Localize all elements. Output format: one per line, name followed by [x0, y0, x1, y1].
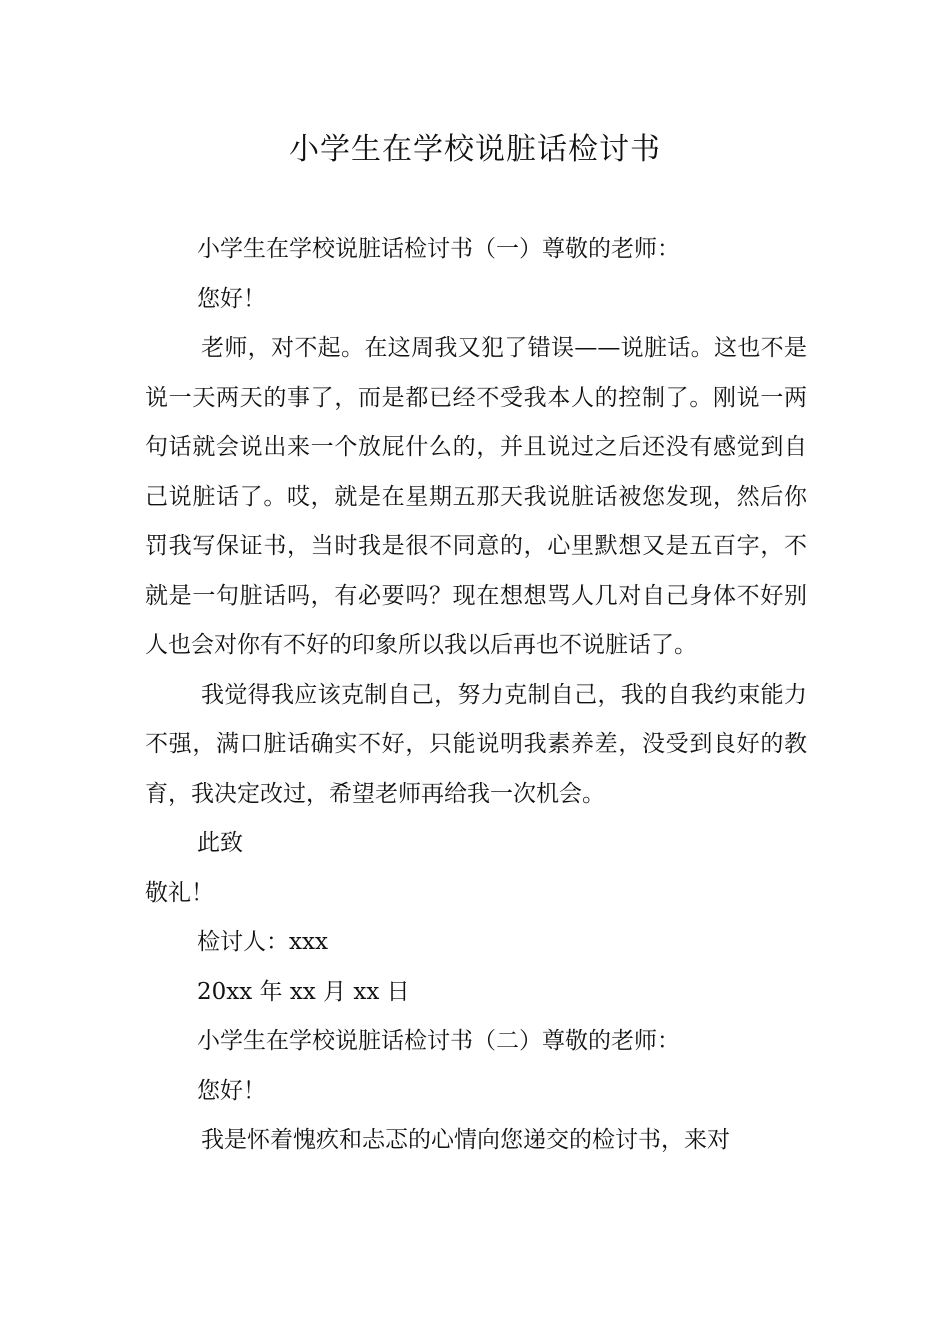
- paragraph-resolution: 我觉得我应该克制自己，努力克制自己，我的自我约束能力不强，满口脏话确实不好，只能说明我素养差，没受到良好的教育，我决定改过，希望老师再给我一次机会。: [145, 681, 807, 807]
- document-body: [145, 225, 807, 1166]
- paragraph-apology: 老师，对不起。在这周我又犯了错误——说脏话。这也不是说一天两天的事了，而是都已经不受我本人的控制了。刚说一两句话就会说出来一个放屁什么的，并且说过之后还没有感觉到自己说脏话了。哎，就是在星期五那天我说脏话被您发现，然后你罚我写保证书，当时我是很不同意的，心里默想又是五百字，不就是一句脏话吗，有必要吗？现在想想骂人几对自己身体不好别人也会对你有不好的印象所以我以后再也不说脏话了。: [145, 335, 807, 658]
- section-heading-1: 小学生在学校说脏话检讨书（一）尊敬的老师：: [197, 236, 680, 262]
- greeting-2: 您好！: [197, 1077, 266, 1104]
- document-title: 小学生在学校说脏话检讨书: [289, 132, 661, 167]
- paragraph-second-letter-start: 我是怀着愧疚和忐忑的心情向您递交的检讨书，来对: [201, 1127, 730, 1153]
- closing-jingli: 敬礼！: [145, 879, 214, 906]
- greeting-1: 您好！: [197, 285, 266, 312]
- signature-name: 检讨人：xxx: [197, 929, 328, 955]
- closing-cizhi: 此致: [197, 830, 243, 856]
- section-heading-2: 小学生在学校说脏话检讨书（二）尊敬的老师：: [197, 1028, 680, 1054]
- signature-date: 20xx 年 xx 月 xx 日: [197, 978, 410, 1005]
